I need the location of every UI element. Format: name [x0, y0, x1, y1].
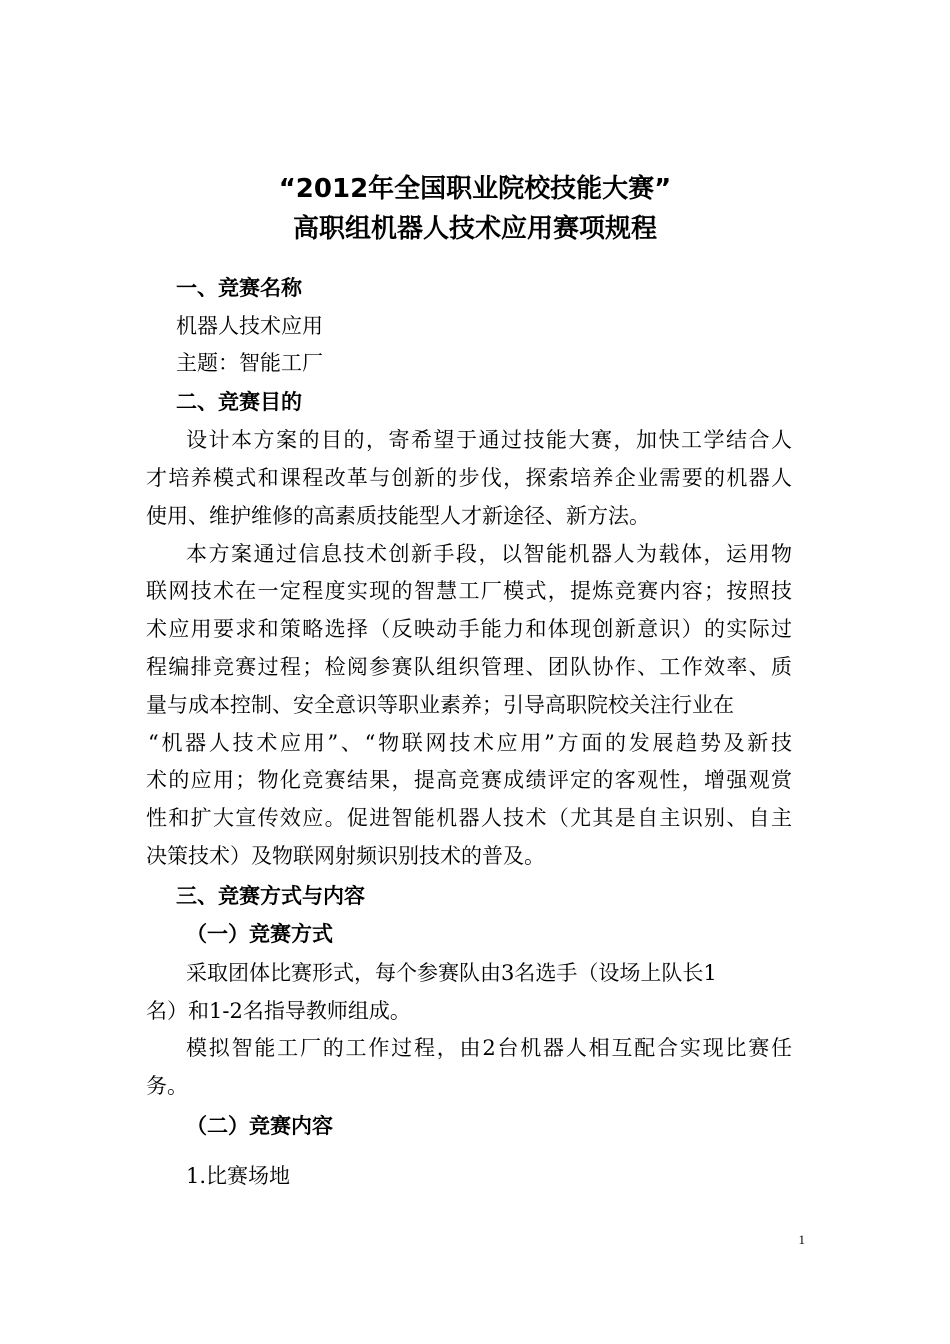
paragraph-line: 本方案通过信息技术创新手段，以智能机器人为载体，运用物 [186, 542, 792, 566]
paragraph-line: 量与成本控制、安全意识等职业素养；引导高职院校关注行业在 [146, 693, 734, 717]
section-2-heading: 二、竞赛目的 [176, 389, 302, 414]
paragraph-line: 决策技术）及物联网射频识别技术的普及。 [146, 844, 545, 868]
subsection-2-heading: （二）竞赛内容 [186, 1113, 333, 1138]
paragraph-line: “机器人技术应用”、“物联网技术应用”方面的发展趋势及新技 [148, 731, 792, 755]
subsection-1-heading: （一）竞赛方式 [186, 921, 333, 946]
paragraph-line: 设计本方案的目的，寄希望于通过技能大赛，加快工学结合人 [186, 428, 792, 452]
paragraph-line: 才培养模式和课程改革与创新的步伐，探索培养企业需要的机器人 [146, 466, 792, 490]
paragraph-line: 术应用要求和策略选择（反映动手能力和体现创新意识）的实际过 [146, 617, 792, 641]
competition-name: 机器人技术应用 [176, 314, 323, 338]
paragraph-line: 术的应用；物化竞赛结果，提高竞赛成绩评定的客观性，增强观赏 [146, 768, 792, 792]
paragraph-line: 采取团体比赛形式，每个参赛队由3名选手（设场上队长1 [186, 961, 717, 985]
page-number: 1 [798, 1232, 805, 1247]
competition-theme: 主题：智能工厂 [176, 351, 323, 375]
paragraph-line: 联网技术在一定程度实现的智慧工厂模式，提炼竞赛内容；按照技 [146, 579, 792, 603]
paragraph-line: 性和扩大宣传效应。促进智能机器人技术（尤其是自主识别、自主 [146, 806, 792, 830]
paragraph-line: 务。 [146, 1074, 188, 1098]
section-3-heading: 三、竞赛方式与内容 [176, 883, 365, 908]
paragraph-line: 模拟智能工厂的工作过程，由2台机器人相互配合实现比赛任 [186, 1036, 792, 1060]
document-title-line-1: “2012年全国职业院校技能大赛” [278, 174, 672, 204]
paragraph-line: 名）和1-2名指导教师组成。 [146, 999, 411, 1023]
paragraph-line: 程编排竞赛过程；检阅参赛队组织管理、团队协作、工作效率、质 [146, 655, 792, 679]
paragraph-line: 使用、维护维修的高素质技能型人才新途径、新方法。 [146, 504, 650, 528]
section-1-heading: 一、竞赛名称 [176, 275, 302, 300]
numbered-item: 1.比赛场地 [186, 1164, 291, 1188]
document-title-line-2: 高职组机器人技术应用赛项规程 [292, 214, 657, 244]
